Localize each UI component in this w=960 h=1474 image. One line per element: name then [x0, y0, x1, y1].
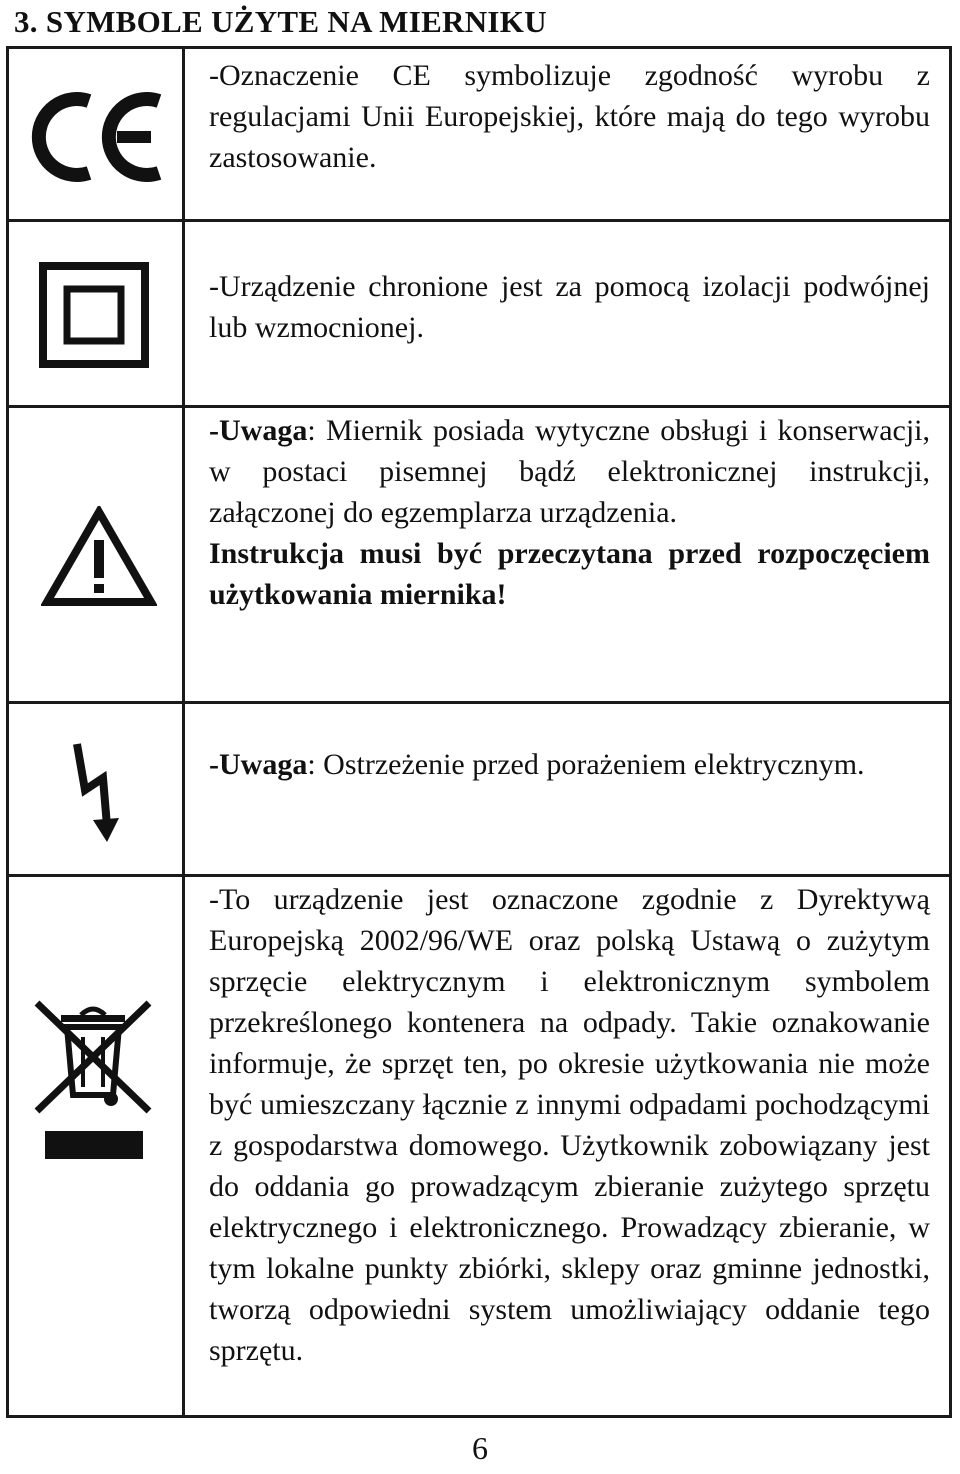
symbol-row-ce: [9, 49, 949, 222]
crossed-bin-icon: [31, 997, 155, 1163]
symbol-description: -Urządzenie chronione jest za pomocą izolacji podwójnej lub wzmocnionej.: [209, 270, 930, 344]
symbol-cell: [9, 49, 185, 219]
symbol-description: -Oznaczenie CE symbolizuje zgodność wyrobu z regulacjami Unii Europejskiej, które mają do tego wyrobu zastosowanie.: [209, 59, 930, 174]
high-voltage-icon: [67, 740, 127, 844]
section-title: 3. SYMBOLE UŻYTE NA MIERNIKU: [14, 4, 547, 39]
ce-mark-icon: [31, 87, 171, 187]
page-number: 6: [472, 1430, 488, 1466]
symbol-cell: [9, 222, 185, 405]
symbols-table: [6, 46, 952, 1418]
symbol-cell: [9, 877, 185, 1415]
symbol-row-weee: [9, 877, 949, 1415]
symbol-cell: [9, 408, 185, 701]
symbol-cell: [9, 704, 185, 874]
symbol-row-high-voltage: [9, 704, 949, 877]
warning-triangle-icon: [41, 506, 157, 608]
symbol-row-double-insulation: [9, 222, 949, 408]
symbol-description: -Uwaga: Ostrzeżenie przed porażeniem elektrycznym.: [209, 748, 865, 781]
symbol-description: -Uwaga: Miernik posiada wytyczne obsługi i konserwacji, w postaci pisemnej bądź elektronicznej instrukcji, załączonej do egzemplarza urządzenia. Instrukcja musi być przeczytana przed rozpoczęciem użytkowania miernika!: [209, 414, 930, 611]
symbol-description: -To urządzenie jest oznaczone zgodnie z Dyrektywą Europejską 2002/96/WE oraz polską Ustawą o zużytym sprzęcie elektrycznym i elektronicznym symbolem przekreślonego kontenera na odpady. Takie oznakowanie informuje, że sprzęt ten, po okresie użytkowania nie może być umieszczany łącznie z innymi odpadami pochodzącymi z gospodarstwa domowego. Użytkownik zobowiązany jest do oddania go prowadzącym zbieranie zużytego sprzętu elektrycznego i elektronicznego. Prowadzący zbieranie, w tym lokalne punkty zbiórki, sklepy oraz gminne jednostki, tworzą odpowiedni system umożliwiający oddanie tego sprzętu.: [209, 883, 930, 1367]
double-insulation-icon: [39, 262, 149, 368]
symbol-row-warning: [9, 408, 949, 704]
